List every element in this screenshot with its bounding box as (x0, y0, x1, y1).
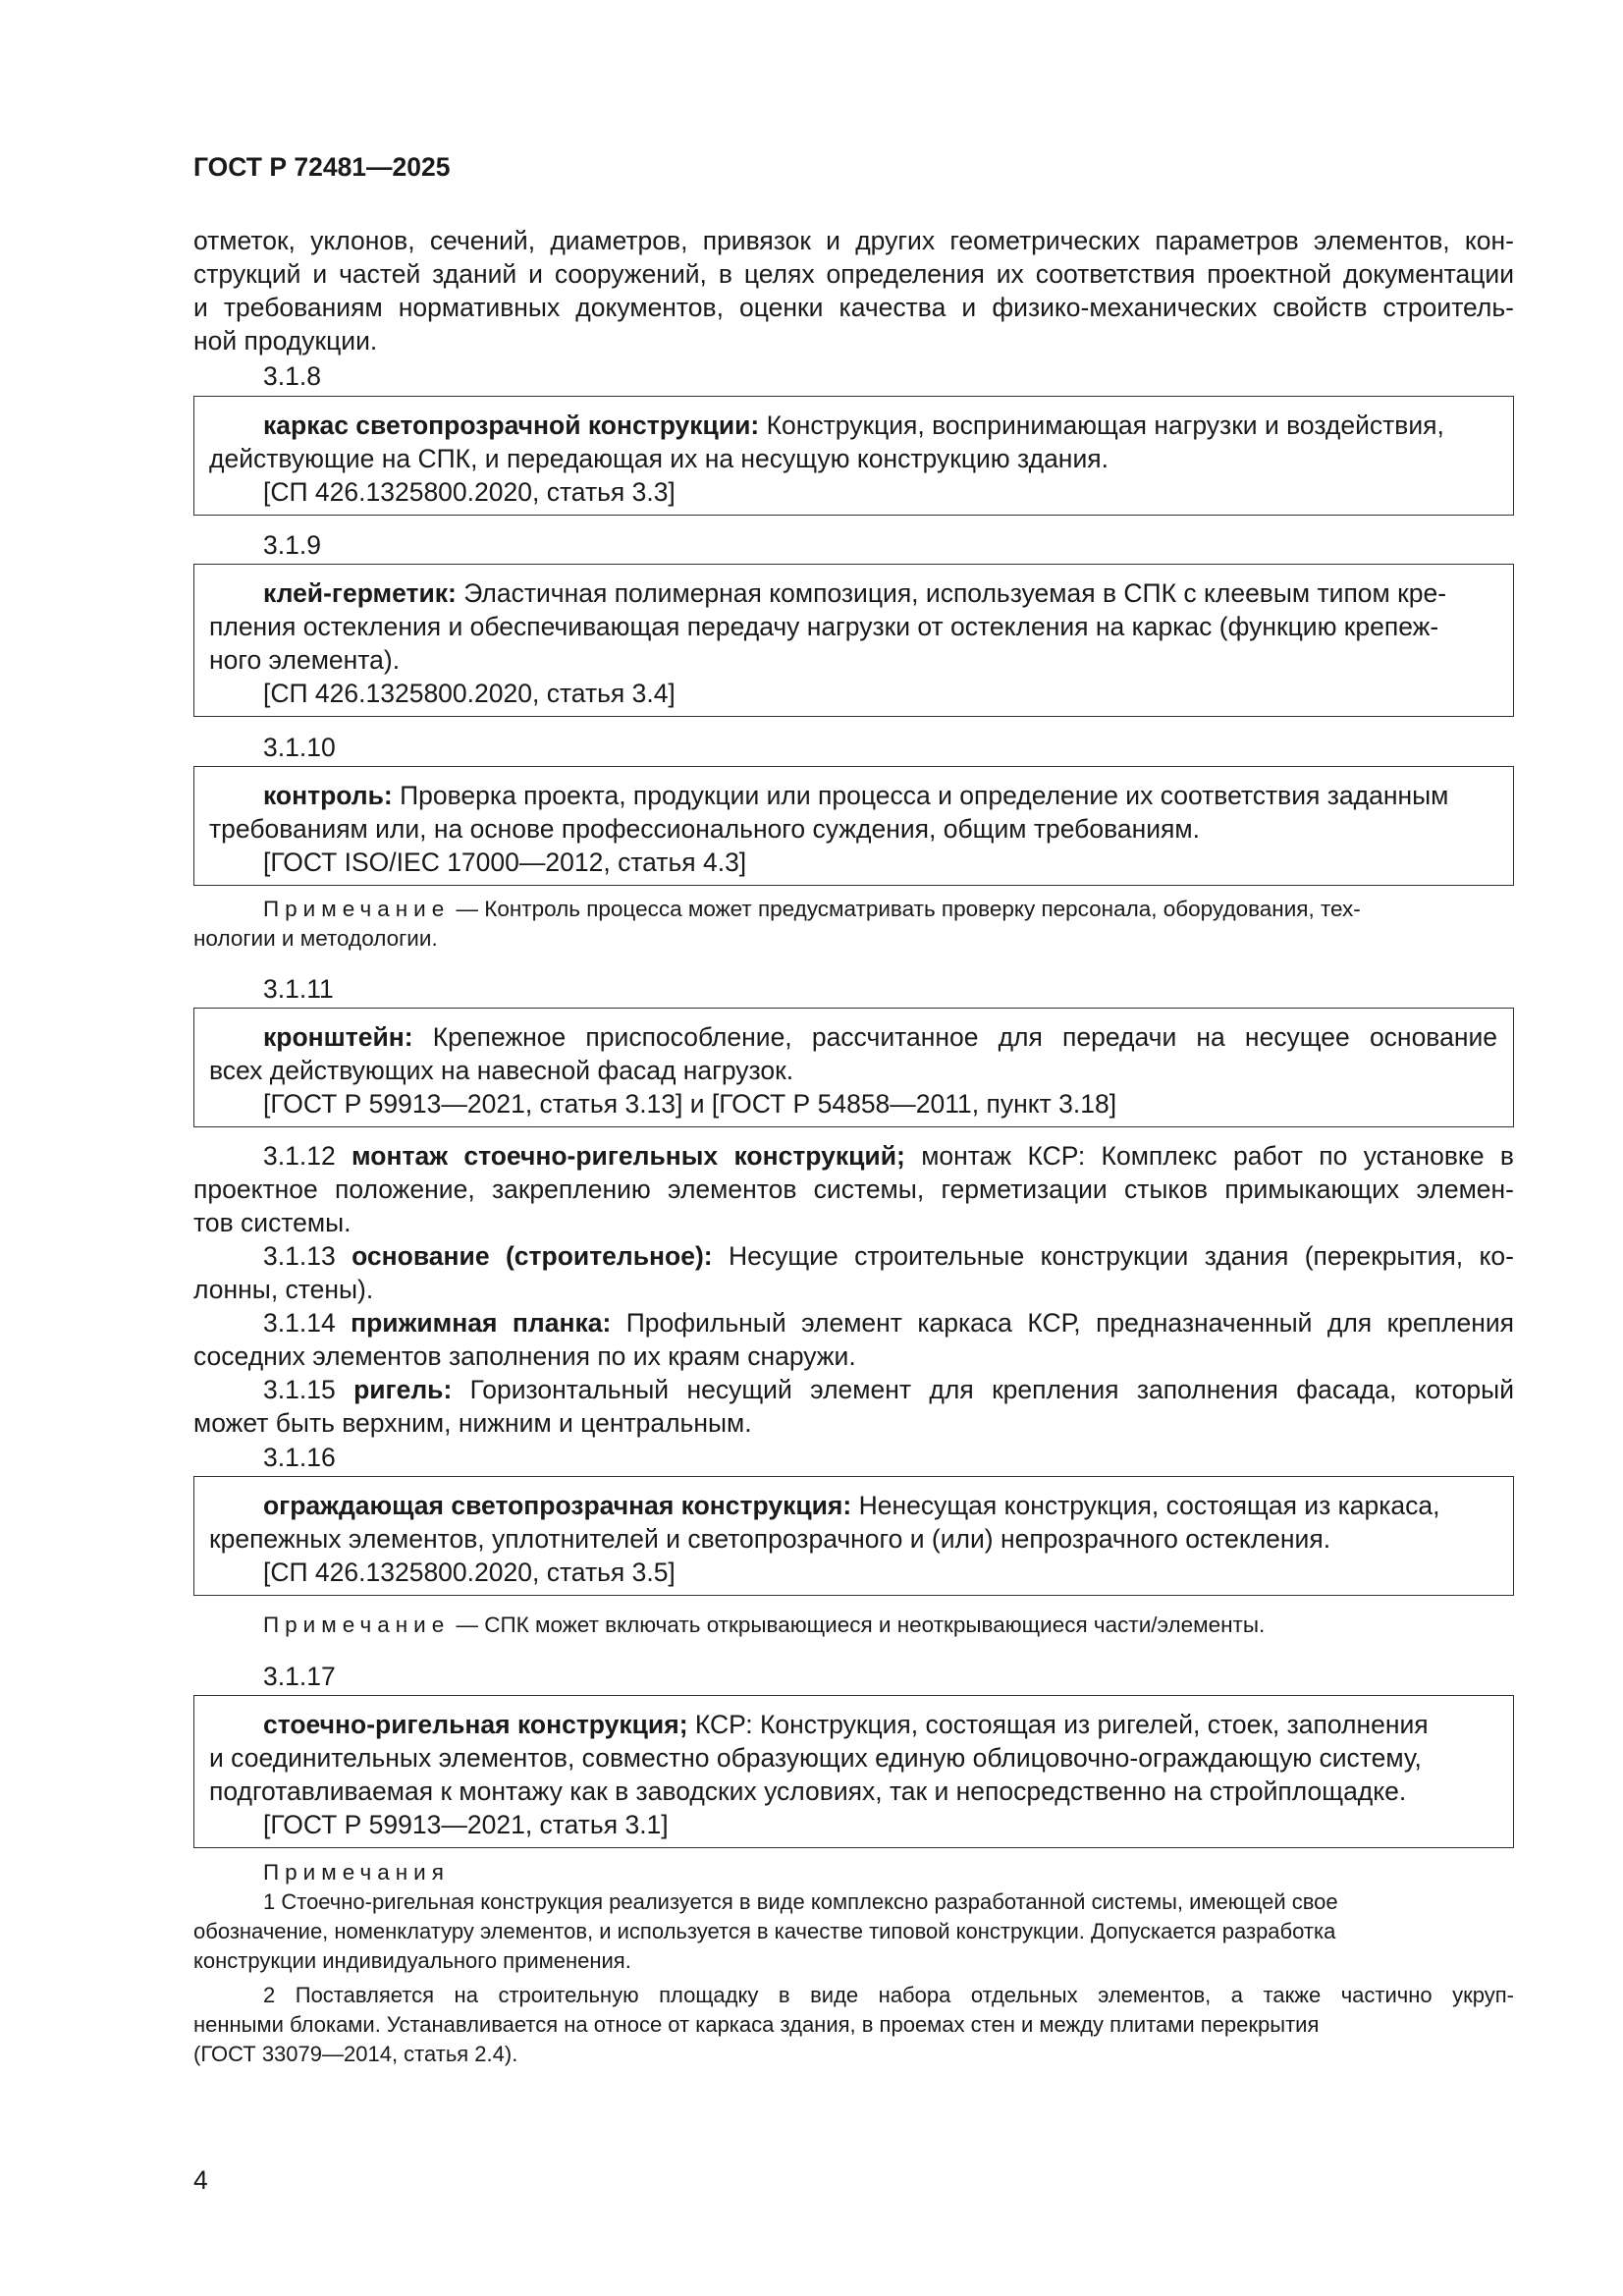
note-line: ненными блоками. Устанавливается на относе от каркаса здания, в проемах стен и между плитами перекрытия (193, 2012, 1320, 2037)
definition-line: клей-герметик: Эластичная полимерная композиция, используемая в СПК с клеевым типом кре- (263, 578, 1447, 608)
definition-line: ного элемента). (209, 645, 401, 675)
term-name: прижимная планка: (351, 1308, 612, 1338)
term-name: контроль: (263, 781, 393, 810)
term-line: 3.1.14 прижимная планка: Профильный элемент каркаса КСР, предназначенный для крепления (263, 1308, 1514, 1338)
text-line: соседних элементов заполнения по их краям снаружи. (193, 1341, 856, 1371)
definition-line: каркас светопрозрачной конструкции: Конструкция, воспринимающая нагрузки и воздействия, (263, 410, 1444, 440)
term-number: 3.1.9 (263, 530, 321, 560)
term-number: 3.1.12 (263, 1141, 352, 1171)
term-line: 3.1.15 ригель: Горизонтальный несущий элемент для крепления заполнения фасада, который (263, 1375, 1514, 1404)
definition-line: действующие на СПК, и передающая их на несущую конструкцию здания. (209, 444, 1109, 473)
definition-line: крепежных элементов, уплотнителей и светопрозрачного и (или) непрозрачного остекления. (209, 1524, 1331, 1554)
definition-line: требованиям или, на основе профессионального суждения, общим требованиям. (209, 814, 1200, 844)
term-reference: [СП 426.1325800.2020, статья 3.3] (263, 477, 676, 507)
term-line: 3.1.12 монтаж стоечно-ригельных конструкций; монтаж КСР: Комплекс работ по установке в (263, 1141, 1514, 1171)
note-label: Примечание (263, 897, 451, 921)
definition-line: пления остекления и обеспечивающая передачу нагрузки от остекления на каркас (функцию крепеж- (209, 612, 1439, 641)
term-name: основание (строительное): (352, 1241, 713, 1271)
term-reference: [ГОСТ Р 59913—2021, статья 3.1] (263, 1810, 669, 1839)
term-name: стоечно-ригельная конструкция; (263, 1710, 688, 1739)
definition-line: и соединительных элементов, совместно образующих единую облицовочно-ограждающую систему, (209, 1743, 1422, 1773)
term-number: 3.1.13 (263, 1241, 352, 1271)
term-definition-box (193, 564, 1514, 717)
term-number: 3.1.17 (263, 1662, 336, 1691)
note-line: Примечание — СПК может включать открывающиеся и неоткрывающиеся части/элементы. (263, 1613, 1266, 1637)
term-name: ограждающая светопрозрачная конструкция: (263, 1491, 852, 1520)
term-reference: [СП 426.1325800.2020, статья 3.5] (263, 1558, 676, 1587)
term-definition-box (193, 766, 1514, 886)
text-line: отметок, уклонов, сечений, диаметров, привязок и других геометрических параметров элементов, кон- (193, 226, 1514, 255)
note-line: 2 Поставляется на строительную площадку в виде набора отдельных элементов, а также частично укруп- (263, 1983, 1514, 2007)
definition-line: всех действующих на навесной фасад нагрузок. (209, 1056, 794, 1085)
definition-line: стоечно-ригельная конструкция; КСР: Конструкция, состоящая из ригелей, стоек, заполнения (263, 1710, 1429, 1739)
note-line: Примечание — Контроль процесса может предусматривать проверку персонала, оборудования, тех- (263, 897, 1361, 921)
document-header: ГОСТ Р 72481—2025 (193, 152, 451, 182)
text-line: тов системы. (193, 1208, 352, 1237)
text-line: струкций и частей зданий и сооружений, в целях определения их соответствия проектной документации (193, 259, 1514, 289)
term-reference: [СП 426.1325800.2020, статья 3.4] (263, 679, 676, 708)
term-definition-box (193, 1476, 1514, 1596)
notes-heading: Примечания (263, 1860, 450, 1885)
definition-line: подготавливаемая к монтажу как в заводских условиях, так и непосредственно на стройплощадке. (209, 1777, 1407, 1806)
term-number: 3.1.14 (263, 1308, 352, 1338)
term-definition-box (193, 1008, 1514, 1127)
definition-line: контроль: Проверка проекта, продукции или процесса и определение их соответствия заданным (263, 781, 1449, 810)
term-reference: [ГОСТ ISO/IEC 17000—2012, статья 4.3] (263, 847, 747, 877)
term-name: монтаж стоечно-ригельных конструкций; (352, 1141, 905, 1171)
text-line: лонны, стены). (193, 1275, 374, 1304)
note-label: Примечание (263, 1613, 451, 1637)
term-name: каркас светопрозрачной конструкции: (263, 410, 760, 440)
note-line: нологии и методологии. (193, 926, 438, 951)
term-definition-box (193, 396, 1514, 516)
text-line: и требованиям нормативных документов, оценки качества и физико-механических свойств строитель- (193, 293, 1514, 322)
term-number: 3.1.11 (263, 974, 334, 1004)
definition-line: кронштейн: Крепежное приспособление, рассчитанное для передачи на несущее основание (263, 1022, 1497, 1052)
term-name: клей-герметик: (263, 578, 457, 608)
note-line: обозначение, номенклатуру элементов, и используется в качестве типовой конструкции. Допускается разработка (193, 1919, 1336, 1943)
text-line: может быть верхним, нижним и центральным. (193, 1408, 752, 1438)
term-number: 3.1.16 (263, 1443, 336, 1472)
note-line: конструкции индивидуального применения. (193, 1948, 631, 1973)
term-reference: [ГОСТ Р 59913—2021, статья 3.13] и [ГОСТ Р 54858—2011, пункт 3.18] (263, 1089, 1117, 1119)
note-line: 1 Стоечно-ригельная конструкция реализуется в виде комплексно разработанной системы, имеющей свое (263, 1889, 1338, 1914)
note-line: (ГОСТ 33079—2014, статья 2.4). (193, 2042, 518, 2066)
term-number: 3.1.10 (263, 733, 336, 762)
text-line: ной продукции. (193, 326, 378, 355)
term-line: 3.1.13 основание (строительное): Несущие строительные конструкции здания (перекрытия, ко- (263, 1241, 1514, 1271)
term-definition-box (193, 1695, 1514, 1848)
term-number: 3.1.15 (263, 1375, 354, 1404)
term-number: 3.1.8 (263, 361, 321, 391)
definition-line: ограждающая светопрозрачная конструкция: Ненесущая конструкция, состоящая из каркаса, (263, 1491, 1440, 1520)
page-number: 4 (193, 2165, 208, 2195)
term-name: ригель: (353, 1375, 453, 1404)
text-line: проектное положение, закреплению элементов системы, герметизации стыков примыкающих элемен- (193, 1175, 1514, 1204)
term-name: кронштейн: (263, 1022, 413, 1052)
